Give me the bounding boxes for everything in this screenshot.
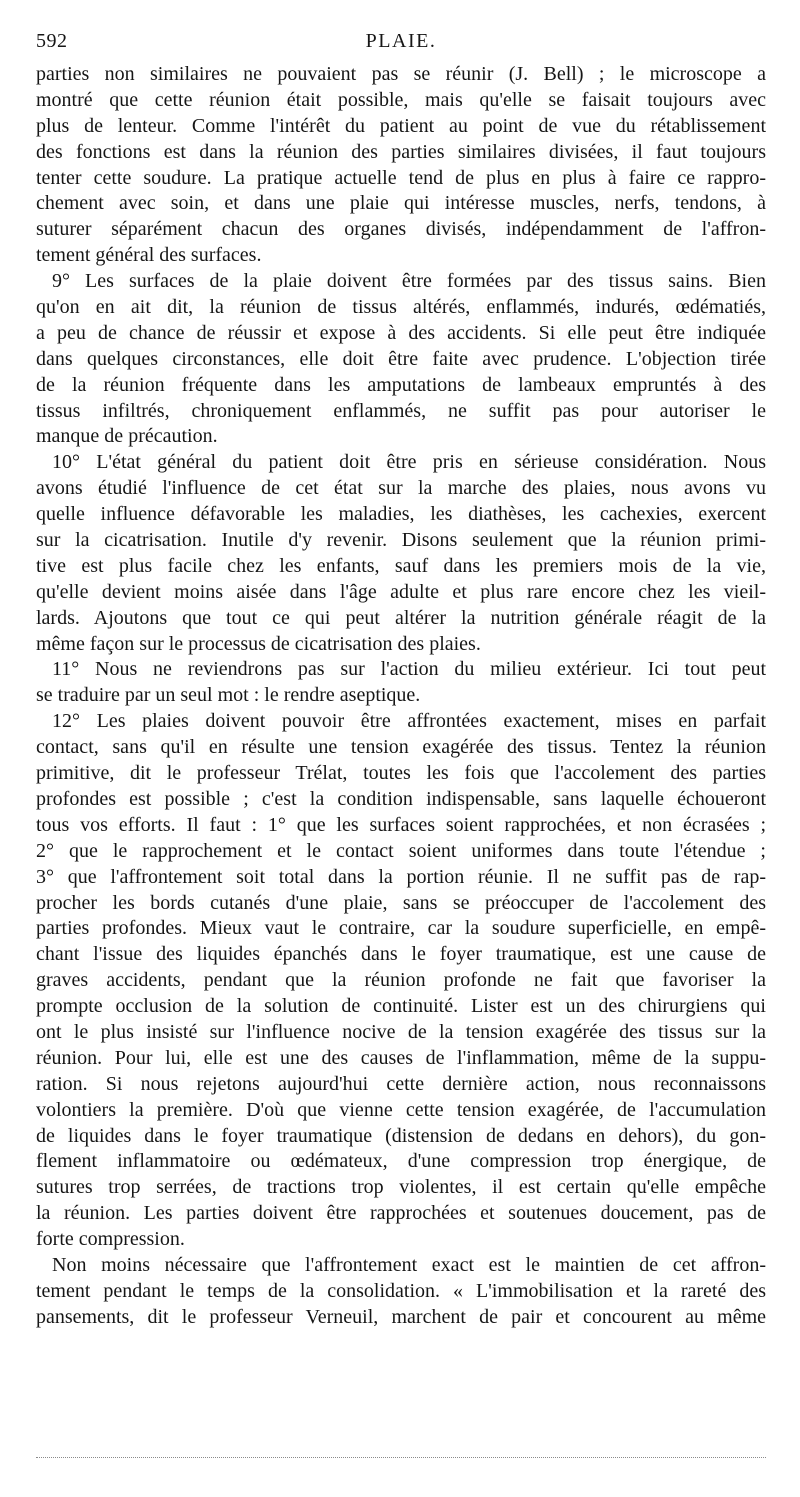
text-line: parties profondes. Mieux vaut le contraire, car la soudure superficielle, en empê- (36, 917, 766, 940)
page-header (36, 30, 766, 60)
text-line: chement avec soin, et dans une plaie qui intéresse muscles, nerfs, tendons, à (36, 192, 766, 215)
text-line: contact, sans qu'il en résulte une tension exagérée des tissus. Tentez la réunion (36, 736, 766, 759)
text-line: qu'on en ait dit, la réunion de tissus altérés, enflammés, indurés, œdématiés, (36, 296, 766, 319)
text-line: même façon sur le processus de cicatrisation des plaies. (36, 632, 481, 655)
text-line: primitive, dit le professeur Trélat, toutes les fois que l'accolement des parties (36, 762, 766, 785)
text-line: tissus infiltrés, chroniquement enflammés, ne suffit pas pour autoriser le (36, 399, 766, 422)
text-line: Non moins nécessaire que l'affrontement exact est le maintien de cet affron- (52, 1253, 766, 1276)
text-line: tement général des surfaces. (36, 244, 262, 267)
text-line: dans quelques circonstances, elle doit être faite avec prudence. L'objection tirée (36, 347, 766, 370)
text-line: sutures trop serrées, de tractions trop violentes, il est certain qu'elle empêche (36, 1176, 766, 1199)
text-line: quelle influence défavorable les maladies, les diathèses, les cachexies, exercent (36, 503, 766, 526)
text-line: procher les bords cutanés d'une plaie, sans se préoccuper de l'accolement des (36, 891, 766, 914)
text-line: profondes est possible ; c'est la condition indispensable, sans laquelle échoueront (36, 787, 766, 810)
text-line: qu'elle devient moins aisée dans l'âge adulte et plus rare encore chez les vieil- (36, 580, 766, 603)
text-line: 2° que le rapprochement et le contact soient uniformes dans toute l'étendue ; (36, 839, 766, 862)
text-line: tement pendant le temps de la consolidation. « L'immobilisation et la rareté des (36, 1279, 766, 1302)
text-line: pansements, dit le professeur Verneuil, marchent de pair et concourent au même (36, 1305, 766, 1328)
text-line: de la réunion fréquente dans les amputations de lambeaux empruntés à des (36, 373, 766, 396)
text-line: tous vos efforts. Il faut : 1° que les surfaces soient rapprochées, et non écrasées ; (36, 813, 766, 836)
text-line: parties non similaires ne pouvaient pas se réunir (J. Bell) ; le microscope a (36, 63, 766, 85)
page-number: 592 (36, 30, 68, 52)
text-line: lards. Ajoutons que tout ce qui peut altérer la nutrition générale réagit de la (36, 606, 766, 629)
body-text (36, 62, 766, 1331)
text-line: se traduire par un seul mot : le rendre aseptique. (36, 684, 421, 707)
running-title: PLAIE. (365, 30, 437, 52)
text-line: prompte occlusion de la solution de continuité. Lister est un des chirurgiens qui (36, 995, 766, 1018)
text-line: manque de précaution. (36, 425, 218, 448)
text-line: la réunion. Les parties doivent être rapprochées et soutenues doucement, pas de (36, 1202, 766, 1225)
text-line: ont le plus insisté sur l'influence nocive de la tension exagérée des tissus sur la (36, 1020, 766, 1043)
text-line: chant l'issue des liquides épanchés dans le foyer traumatique, est une cause de (36, 943, 766, 966)
text-line: 12° Les plaies doivent pouvoir être affrontées exactement, mises en parfait (52, 710, 766, 733)
footer-dotted-rule (36, 1457, 766, 1458)
text-line: réunion. Pour lui, elle est une des causes de l'inflammation, même de la suppu- (36, 1046, 766, 1069)
text-line: 3° que l'affrontement soit total dans la portion réunie. Il ne suffit pas de rap- (36, 865, 766, 888)
text-line: flement inflammatoire ou œdémateux, d'une compression trop énergique, de (36, 1150, 766, 1173)
text-line: a peu de chance de réussir et expose à des accidents. Si elle peut être indiquée (36, 321, 766, 344)
text-line: 11° Nous ne reviendrons pas sur l'action du milieu extérieur. Ici tout peut (52, 658, 766, 681)
text-line: plus de lenteur. Comme l'intérêt du patient au point de vue du rétablissement (36, 114, 766, 137)
text-line: montré que cette réunion était possible, mais qu'elle se faisait toujours avec (36, 88, 766, 111)
text-line: 10° L'état général du patient doit être pris en sérieuse considération. Nous (52, 451, 766, 474)
text-line: des fonctions est dans la réunion des parties similaires divisées, il faut toujours (36, 140, 766, 163)
text-line: tive est plus facile chez les enfants, sauf dans les premiers mois de la vie, (36, 554, 766, 577)
text-line: ration. Si nous rejetons aujourd'hui cette dernière action, nous reconnaissons (36, 1072, 766, 1095)
text-line: volontiers la première. D'où que vienne cette tension exagérée, de l'accumulation (36, 1098, 766, 1121)
text-line: forte compression. (36, 1228, 185, 1251)
text-line: de liquides dans le foyer traumatique (distension de dedans en dehors), du gon- (36, 1124, 766, 1147)
text-line: sur la cicatrisation. Inutile d'y revenir. Disons seulement que la réunion primi- (36, 529, 766, 552)
text-line: 9° Les surfaces de la plaie doivent être formées par des tissus sains. Bien (52, 270, 766, 293)
text-line: avons étudié l'influence de cet état sur la marche des plaies, nous avons vu (36, 477, 766, 500)
text-line: graves accidents, pendant que la réunion profonde ne fait que favoriser la (36, 969, 766, 992)
text-line: suturer séparément chacun des organes divisés, indépendamment de l'affron- (36, 218, 766, 241)
text-line: tenter cette soudure. La pratique actuelle tend de plus en plus à faire ce rappro- (36, 166, 766, 189)
